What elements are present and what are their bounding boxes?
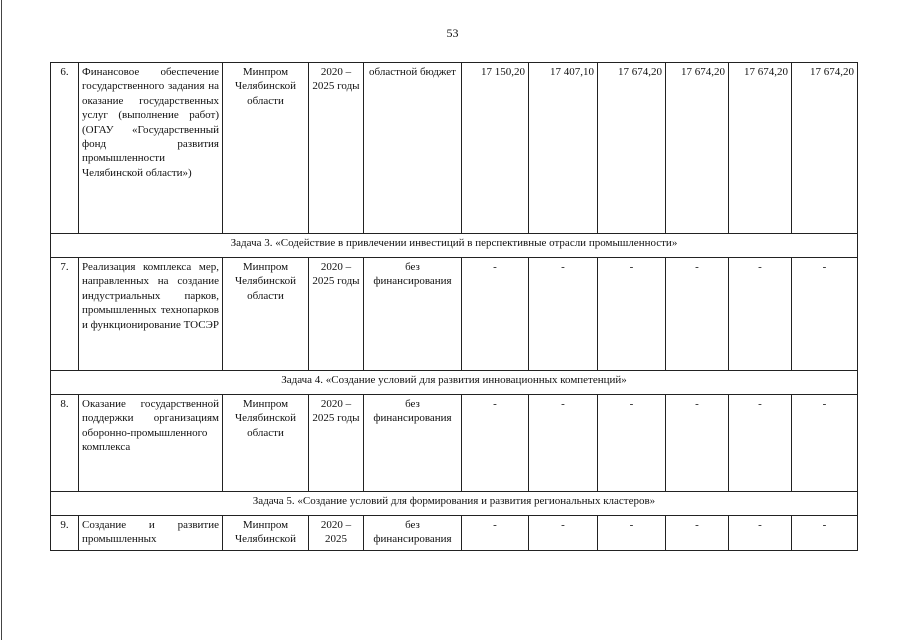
funding-value: 17 674,20 — [792, 63, 858, 234]
table-row — [51, 516, 858, 551]
executor: Минпром Челябинской — [223, 516, 309, 551]
period: 2020 – 2025 — [309, 516, 364, 551]
task-heading: Задача 3. «Содействие в привлечении инвестиций в перспективные отрасли промышленности» — [51, 234, 858, 258]
funding-value: 17 150,20 — [462, 63, 529, 234]
funding-value: 17 674,20 — [666, 63, 729, 234]
funding-value: - — [666, 516, 729, 551]
funding-source: без финансирования — [364, 395, 462, 492]
funding-value: - — [598, 258, 666, 371]
task-row — [51, 492, 858, 516]
funding-value: - — [729, 258, 792, 371]
period: 2020 – 2025 годы — [309, 63, 364, 234]
task-heading: Задача 4. «Создание условий для развития инновационных компетенций» — [51, 371, 858, 395]
funding-value: - — [729, 395, 792, 492]
funding-value: - — [666, 395, 729, 492]
task-heading: Задача 5. «Создание условий для формирования и развития региональных кластеров» — [51, 492, 858, 516]
funding-value: 17 407,10 — [529, 63, 598, 234]
funding-value: - — [598, 516, 666, 551]
table-row — [51, 258, 858, 371]
funding-value: 17 674,20 — [598, 63, 666, 234]
measure-name: Оказание государственной поддержки организациям оборонно-промышленного комплекса — [79, 395, 223, 492]
period: 2020 – 2025 годы — [309, 395, 364, 492]
page-number: 53 — [446, 26, 459, 40]
row-number: 8. — [51, 395, 79, 492]
funding-value: - — [792, 516, 858, 551]
period: 2020 – 2025 годы — [309, 258, 364, 371]
executor: Минпром Челябинской области — [223, 63, 309, 234]
funding-value: - — [462, 258, 529, 371]
page-edge-line — [1, 0, 2, 640]
table-row — [51, 63, 858, 234]
row-number: 7. — [51, 258, 79, 371]
measure-name: Реализация комплекса мер, направленных на создание индустриальных парков, промышленных технопарков и функционирование ТОСЭР — [79, 258, 223, 371]
executor: Минпром Челябинской области — [223, 258, 309, 371]
funding-value: - — [792, 395, 858, 492]
funding-value: - — [529, 258, 598, 371]
funding-source: без финансирования — [364, 516, 462, 551]
measure-name: Финансовое обеспечение государственного задания на оказание государственных услуг (выполнение работ) (ОГАУ «Государственный фонд развития промышленности Челябинской области») — [79, 63, 223, 234]
executor: Минпром Челябинской области — [223, 395, 309, 492]
funding-value: - — [529, 395, 598, 492]
task-row — [51, 234, 858, 258]
funding-value: - — [598, 395, 666, 492]
task-row — [51, 371, 858, 395]
funding-value: 17 674,20 — [729, 63, 792, 234]
funding-source: областной бюджет — [364, 63, 462, 234]
funding-value: - — [462, 516, 529, 551]
funding-value: - — [529, 516, 598, 551]
program-table — [50, 62, 858, 551]
row-number: 9. — [51, 516, 79, 551]
funding-source: без финансирования — [364, 258, 462, 371]
funding-value: - — [462, 395, 529, 492]
row-number: 6. — [51, 63, 79, 234]
measure-name: Создание и развитие промышленных — [79, 516, 223, 551]
table-row — [51, 395, 858, 492]
funding-value: - — [666, 258, 729, 371]
funding-value: - — [729, 516, 792, 551]
funding-value: - — [792, 258, 858, 371]
